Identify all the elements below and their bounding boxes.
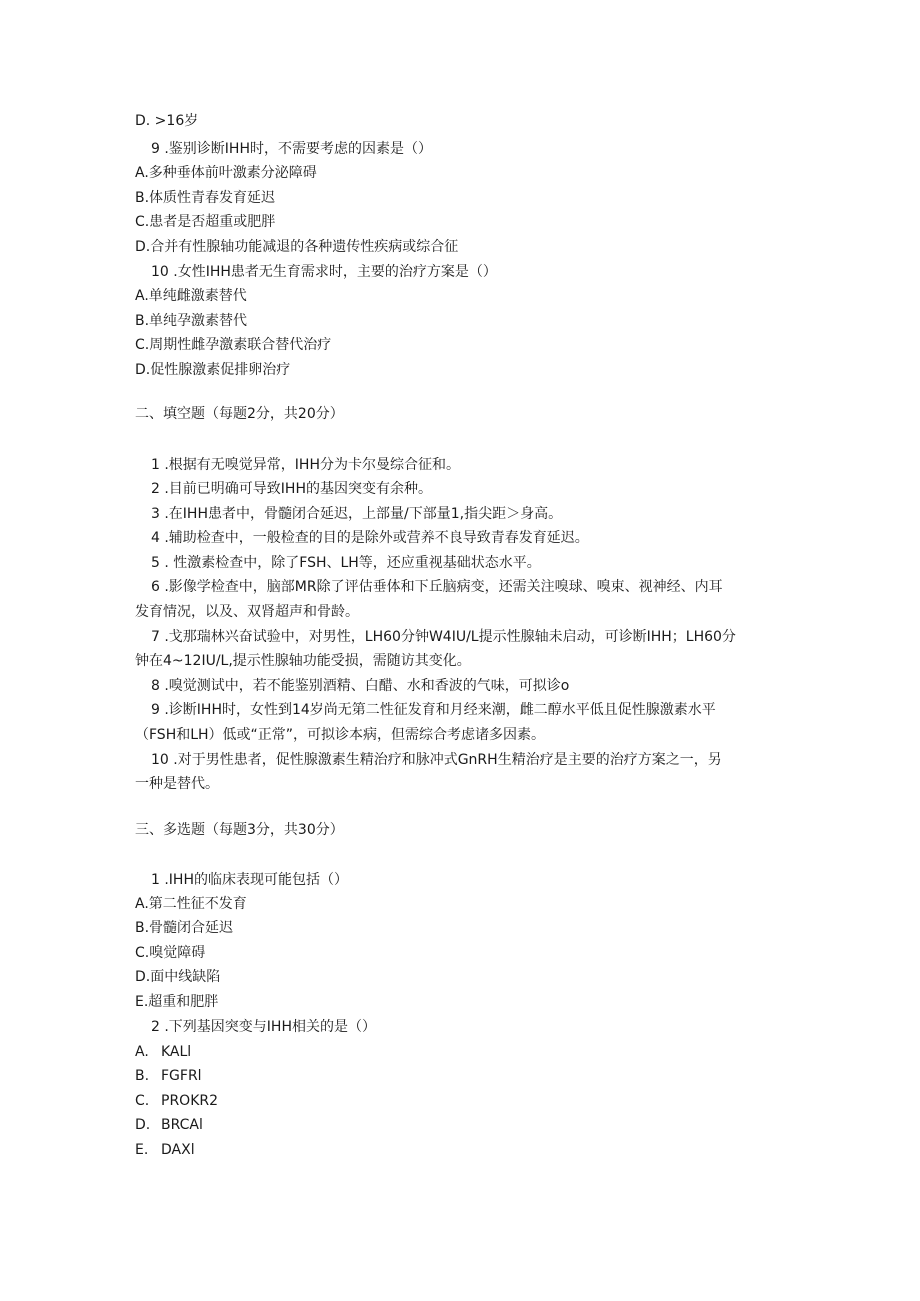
- mc-q2-option-e: [135, 1140, 195, 1160]
- fill-line-3: 3 .在IHH患者中，骨髓闭合延迟，上部量/下部量1,指尖距＞身高。: [151, 506, 563, 522]
- fill-line-5: 5 . 性激素检查中，除了FSH、LH等，还应重视基础状态水平。: [151, 555, 541, 571]
- fill-line-2: 2 .目前已明确可导致IHH的基因突变有余种。: [151, 481, 432, 497]
- q10-option-b: B.单纯孕激素替代: [135, 313, 248, 329]
- option-text: PROKR2: [161, 1093, 219, 1109]
- mc-q1-option-d: D.面中线缺陷: [135, 969, 221, 985]
- option-text: BRCAl: [161, 1117, 203, 1133]
- mc-q2-option-a: [135, 1042, 191, 1062]
- fill-line-9-cont: （FSH和LH）低或“正常”，可拟诊本病，但需综合考虑诸多因素。: [135, 727, 546, 743]
- mc-q2-option-b: [135, 1066, 202, 1086]
- fill-line-1: 1 .根据有无嗅觉异常，IHH分为卡尔曼综合征和。: [151, 457, 460, 473]
- q9-option-a: A.多种垂体前叶激素分泌障碍: [135, 165, 317, 181]
- q10-option-a: A.单纯雌激素替代: [135, 288, 247, 304]
- section3-heading: 三、多选题（每题3分，共30分）: [135, 822, 344, 838]
- q9-option-d: D.合并有性腺轴功能减退的各种遗传性疾病或综合征: [135, 239, 459, 255]
- mc-q2-stem: 2 .下列基因突变与IHH相关的是（）: [151, 1019, 376, 1035]
- section2-heading: 二、填空题（每题2分，共20分）: [135, 406, 344, 422]
- fill-line-10: 10 .对于男性患者，促性腺激素生精治疗和脉冲式GnRH生精治疗是主要的治疗方案之一，另: [151, 752, 722, 768]
- mc-q1-option-a: A.第二性征不发育: [135, 896, 247, 912]
- mc-q1-option-c: C.嗅觉障碍: [135, 945, 206, 961]
- option-code: D.: [135, 1117, 151, 1133]
- fill-line-10-cont: 一种是替代。: [135, 776, 219, 792]
- fill-line-6: 6 .影像学检查中，脑部MR除了评估垂体和下丘脑病变，还需关注嗅球、嗅束、视神经、内耳: [151, 579, 723, 595]
- fill-line-4: 4 .辅助检查中，一般检查的目的是除外或营养不良导致青春发育延迟。: [151, 530, 589, 546]
- option-text: DAXl: [161, 1142, 195, 1158]
- option-code: A.: [135, 1044, 149, 1060]
- fill-line-7: 7 .戈那瑞林兴奋试验中，对男性，LH60分钟W4IU/L提示性腺轴未启动，可诊断IHH；LH60分: [151, 629, 736, 645]
- q8-option-d: D. >16岁: [135, 113, 199, 129]
- mc-q1-option-e: E.超重和肥胖: [135, 994, 219, 1010]
- mc-q2-option-c: [135, 1091, 218, 1111]
- fill-line-9: 9 .诊断IHH时，女性到14岁尚无第二性征发育和月经来潮，雌二醇水平低且促性腺激素水平: [151, 702, 716, 718]
- option-text: KALl: [161, 1044, 192, 1060]
- mc-q1-stem: 1 .IHH的临床表现可能包括（）: [151, 872, 348, 888]
- mc-q2-option-d: [135, 1115, 203, 1135]
- q9-option-b: B.体质性青春发育延迟: [135, 190, 276, 206]
- fill-line-8: 8 .嗅觉测试中，若不能鉴别酒精、白醋、水和香波的气味，可拟诊o: [151, 678, 570, 694]
- option-code: E.: [135, 1142, 149, 1158]
- q10-option-c: C.周期性雌孕激素联合替代治疗: [135, 337, 332, 353]
- fill-line-6-cont: 发育情况，以及、双肾超声和骨龄。: [135, 604, 359, 620]
- fill-line-7-cont: 钟在4~12IU/L,提示性腺轴功能受损，需随访其变化。: [135, 653, 471, 669]
- q9-option-c: C.患者是否超重或肥胖: [135, 214, 276, 230]
- option-text: FGFRl: [161, 1068, 202, 1084]
- mc-q1-option-b: B.骨髓闭合延迟: [135, 920, 234, 936]
- q10-option-d: D.促性腺激素促排卵治疗: [135, 362, 291, 378]
- q9-stem: 9 .鉴别诊断IHH时，不需要考虑的因素是（）: [151, 141, 432, 157]
- option-code: C.: [135, 1093, 150, 1109]
- option-code: B.: [135, 1068, 150, 1084]
- q10-stem: 10 .女性IHH患者无生育需求时，主要的治疗方案是（）: [151, 264, 497, 280]
